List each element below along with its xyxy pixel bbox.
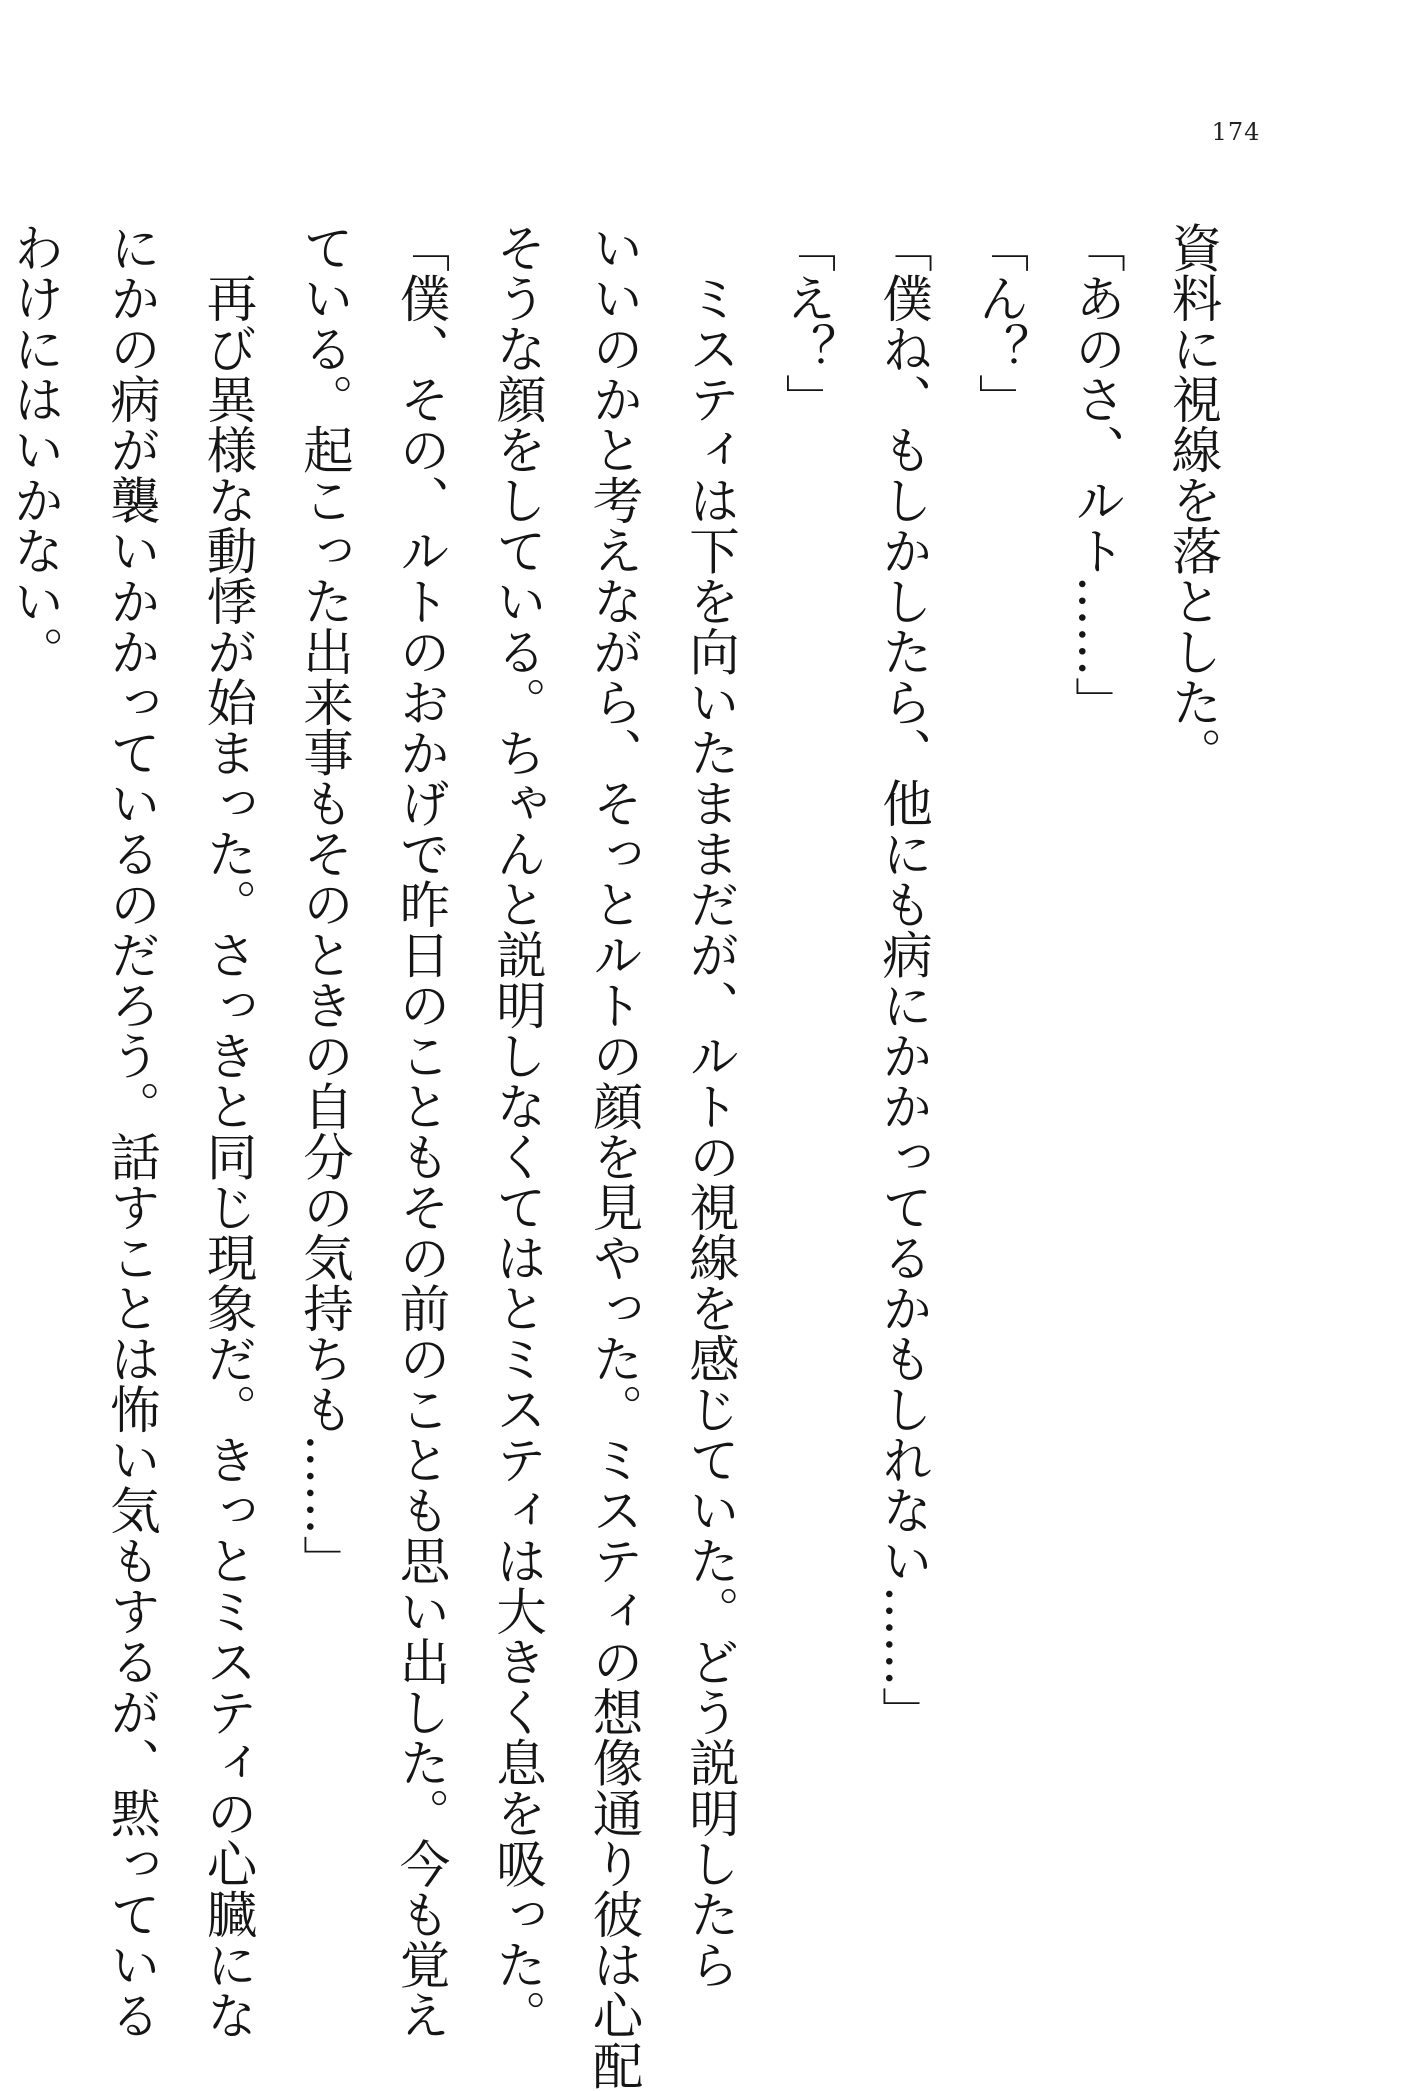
text-line: 「僕ね、もしかしたら、他にも病にかかってるかもしれない……」 (874, 222, 934, 1737)
text-line: そうな顔をしている。ちゃんと説明しなくてはとミスティは大きく息を吸った。 (488, 222, 548, 2040)
text-line: にかの病が襲いかかっているのだろう。話すことは怖い気もするが、黙っている (102, 222, 162, 2040)
text-line: ている。起こった出来事もそのときの自分の気持ちも……」 (295, 222, 355, 1586)
vertical-body-text (0, 222, 1241, 2091)
text-line: 資料に視線を落とした。 (1164, 222, 1223, 778)
text-line: いいのかと考えながら、そっとルトの顔を見やった。ミスティの想像通り彼は心配 (585, 222, 644, 2091)
text-line: ミスティは下を向いたままだが、ルトの視線を感じていた。どう説明したら (681, 222, 741, 1990)
text-line: 「あのさ、ルト……」 (1067, 222, 1127, 727)
text-line: 「僕、その、ルトのおかげで昨日のこともその前のことも思い出した。今も覚え (392, 222, 451, 2040)
text-line: 再び異様な動悸が始まった。さっきと同じ現象だ。きっとミスティの心臓にな (199, 222, 258, 2040)
text-line: 「え？」 (778, 222, 837, 424)
text-line: わけにはいかない。 (6, 222, 65, 677)
text-line: 「ん？」 (971, 222, 1030, 424)
page-number: 174 (1211, 118, 1261, 146)
